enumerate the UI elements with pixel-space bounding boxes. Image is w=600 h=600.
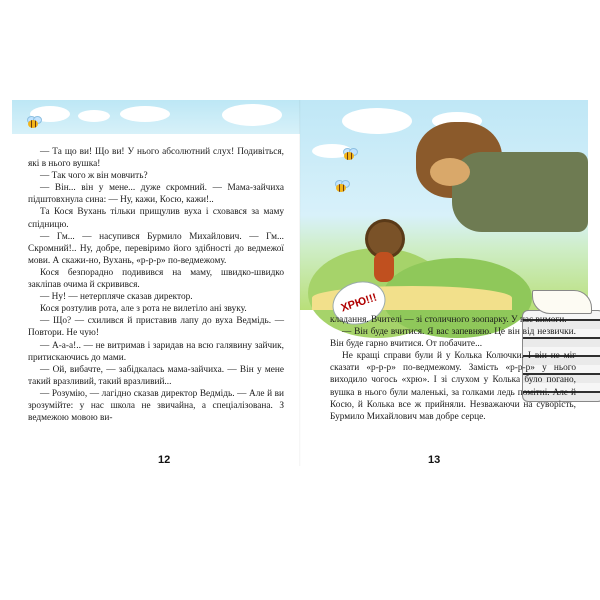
left-page	[12, 100, 300, 466]
paragraph: — Гм... — насупився Бурмило Михайлович. — Гм... Скромний!.. Ну, добре, перевіримо його здібності до ведмежої мови. А скажи-но, Вухань, «р-р-р» по-ведмежому.	[28, 231, 284, 266]
left-page-text	[28, 146, 284, 424]
paragraph: — Що? — схилився й приставив лапу до вуха Ведмідь. — Повтори. Не чую!	[28, 316, 284, 339]
paragraph: — Він буде вчитися. Я вас запевняю. Це він від незвички. Він буде гарно вчитися. От побачите...	[330, 327, 576, 350]
paragraph: Та Кося Вухань тільки прищулив вуха і сховався за маму спідницю.	[28, 207, 284, 230]
paragraph: кладання. Вчителі — зі столичного зоопарку. У нас вимоги.	[330, 315, 567, 325]
paragraph: — Та що ви! Що ви! У нього абсолютний слух! Подивіться, які в нього вушка!	[28, 147, 284, 170]
paragraph: — Він... він у мене... дуже скромний. — Мама-зайчиха підштовхнула сина: — Ну, кажи, Косю, кажи!..	[28, 183, 284, 206]
page-number: 12	[158, 454, 171, 466]
paragraph: Не кращі справи були й у Колька Колючки. І він не міг сказати «р-р-р» по-ведмежому. Замість «р-р-р» у нього виходило чогось «хрю». І зі слухом у Колька було погано, вушка в нього були маленькі, за голками ледь помітні. Але й Косю, й Колька все ж прийняли. Незважаючи на суворість, Бурмило Михайлович мав добре серце.	[330, 351, 576, 422]
paragraph: Кося безпорадно подивився на маму, швидко-швидко закліпав очима й скривився.	[28, 267, 284, 291]
page-number: 13	[428, 454, 441, 466]
right-page	[300, 100, 588, 466]
paragraph: — Так чого ж він мовчить?	[40, 171, 148, 182]
book-spread	[12, 100, 588, 466]
paragraph: — А-а-а!.. — не витримав і заридав на всю галявину зайчик, притискаючись до мами.	[28, 340, 284, 363]
paragraph: — Ну! — нетерпляче сказав директор.	[40, 292, 193, 303]
paragraph: — Ой, вибачте, — забідкалась мама-зайчиха. — Він у мене такий вразливий, такий вразливий...	[28, 364, 284, 387]
right-page-text	[330, 314, 576, 423]
paragraph: — Розумію, — лагідно сказав директор Ведмідь. — Але й ви зрозумійте: у нас школа не звичайна, а спеціалізована. З ведмежою мовою ви-	[28, 388, 284, 424]
paragraph: Кося розтулив рота, але з рота не вилетіло ані звуку.	[40, 304, 247, 315]
speech-bubble-text: ХРЮ!!!	[339, 291, 379, 315]
